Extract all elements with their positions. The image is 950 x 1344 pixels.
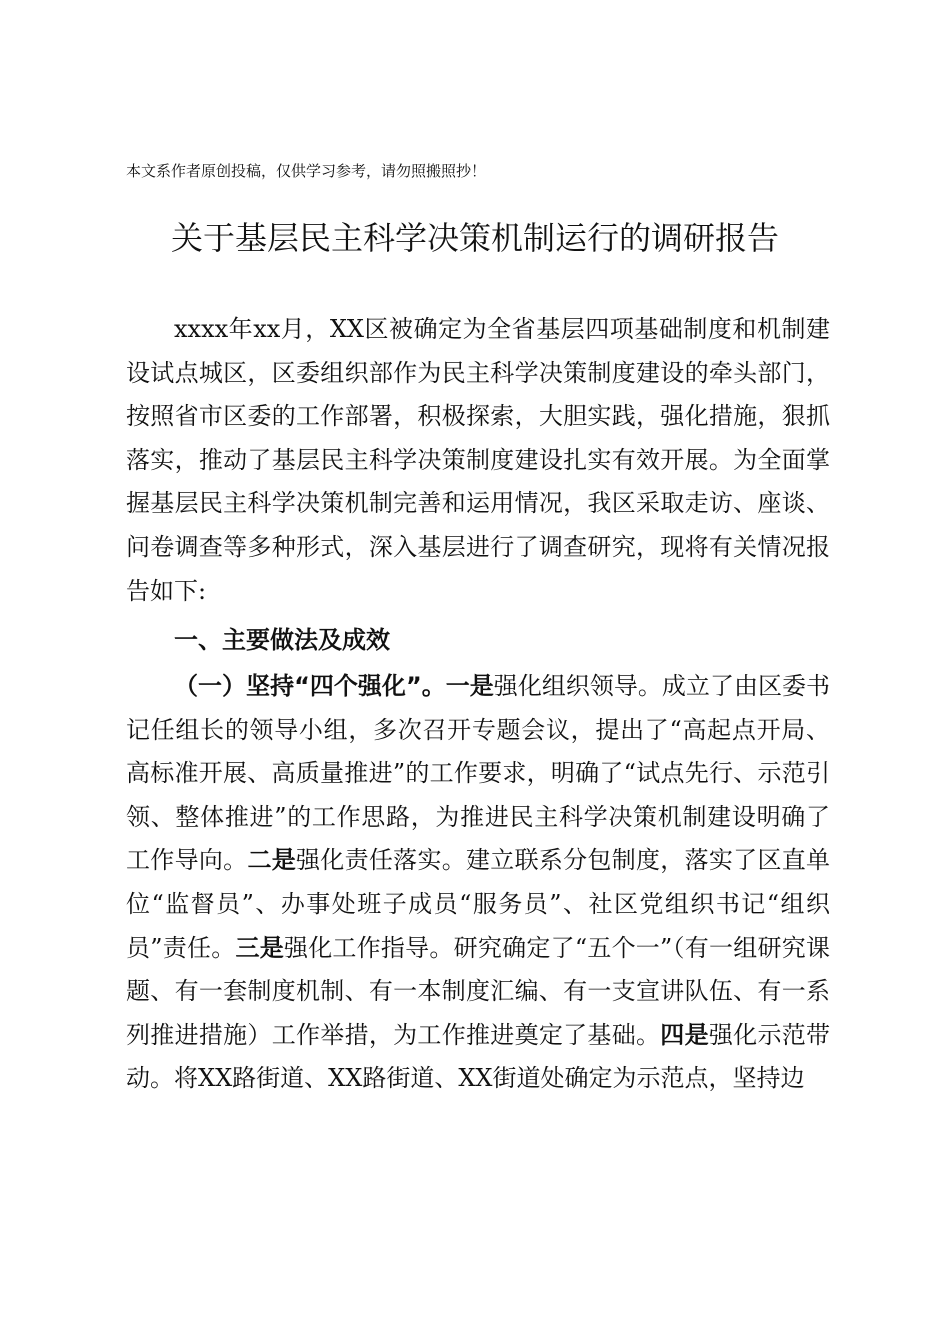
subsection-lead: （一）坚持“四个强化”。 [174,672,446,700]
intro-paragraph: xxxx年xx月，XX区被确定为全省基层四项基础制度和机制建设试点城区，区委组织部作为民主科学决策制度建设的牵头部门，按照省市区委的工作部署，积极探索，大胆实践，强化措施，狠抓落实，推动了基层民主科学决策制度建设扎实有效开展。为全面掌握基层民主科学决策机制完善和运用情况，我区采取走访、座谈、问卷调查等多种形式，深入基层进行了调查研究，现将有关情况报告如下: [126,315,830,605]
section1-paragraph [126,665,830,1101]
item-marker-3: 三是 [235,933,284,962]
disclaimer-note: 本文系作者原创投稿，仅供学习参考，请勿照搬照抄！ [126,162,487,180]
item-marker-4: 四是 [660,1020,709,1049]
item-marker-1: 一是 [445,672,494,700]
item-text-1: 强化组织领导。成立了由区委书记任组长的领导小组，多次召开专题会议，提出了“高起点开局、高标准开展、高质量推进”的工作要求，明确了“试点先行、示范引领、整体推进”的工作思路，为推进民主科学决策机制建设明确了工作导向。 [126,672,831,875]
document-title: 关于基层民主科学决策机制运行的调研报告 [170,219,779,257]
item-marker-2: 二是 [247,846,297,875]
section1-block [126,665,830,1101]
item-text-2: 强化责任落实。建立联系分包制度，落实了区直单位“监督员”、办事处班子成员“服务员”、社区党组织书记“组织员”责任。 [126,846,831,962]
item-text-3: 强化工作指导。研究确定了“五个一”（有一组研究课题、有一套制度机制、有一本制度汇编、有一支宣讲队伍、有一系列推进措施）工作举措，为工作推进奠定了基础。 [126,933,830,1049]
intro-block [126,308,830,613]
section-heading: 一、主要做法及成效 [174,626,390,654]
item-text-4: 强化示范带动。将XX路街道、XX路街道、XX街道处确定为示范点，坚持边 [126,1020,831,1093]
